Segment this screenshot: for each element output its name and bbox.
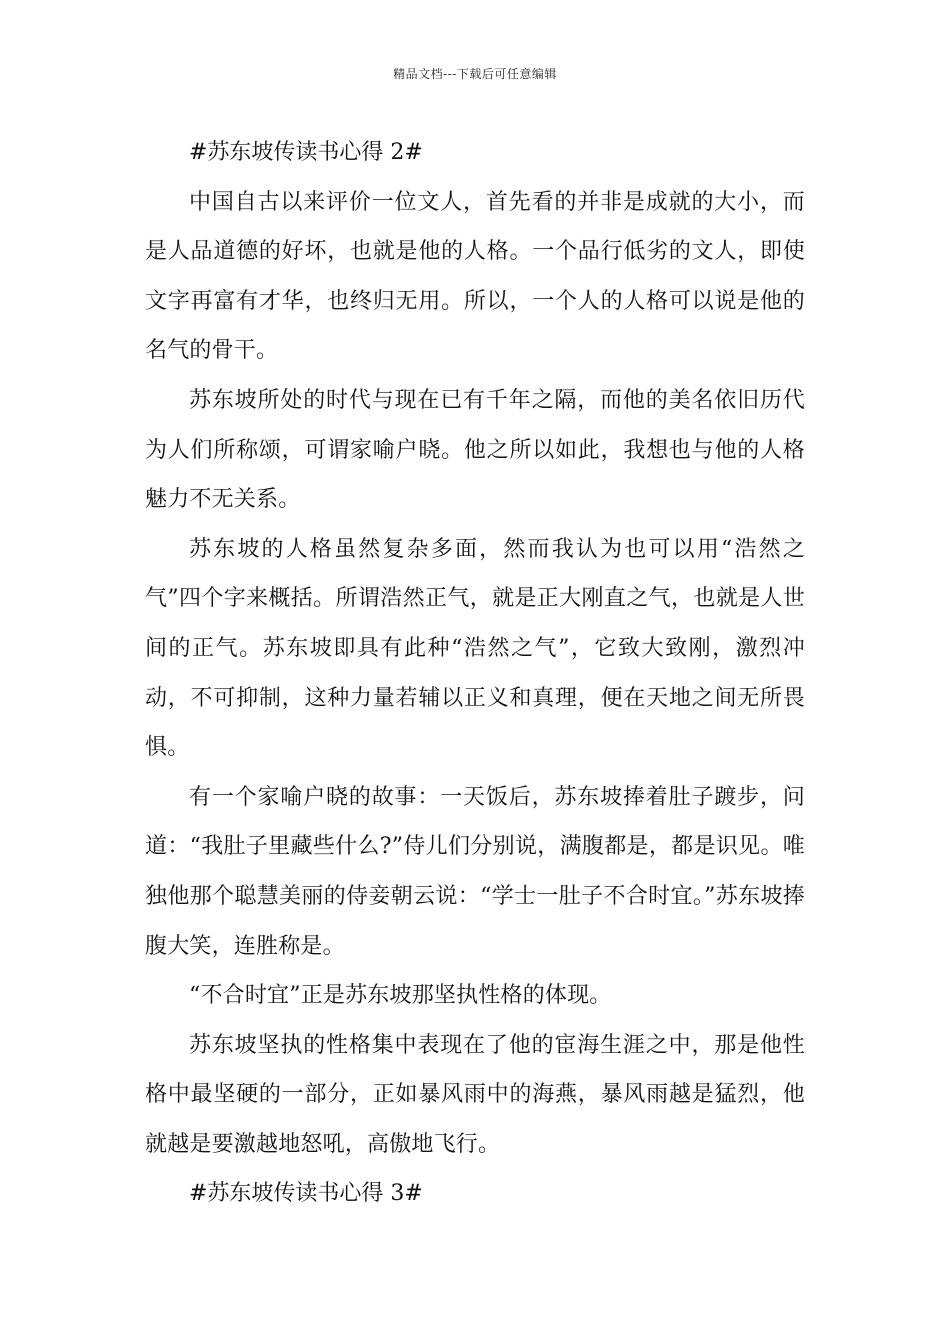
paragraph: 有一个家喻户晓的故事：一天饭后，苏东坡捧着肚子踱步，问道：“我肚子里藏些什么?”侍儿们分别说，满腹都是，都是识见。唯独他那个聪慧美丽的侍妾朝云说：“学士一肚子不合时宜。”苏东坡捧腹大笑，连胜称是。 <box>145 784 805 959</box>
section-heading: #苏东坡传读书心得 2# <box>189 140 423 165</box>
paragraph: 苏东坡所处的时代与现在已有千年之隔，而他的美名依旧历代为人们所称颂，可谓家喻户晓。他之所以如此，我想也与他的人格魅力不无关系。 <box>145 387 805 513</box>
document-body <box>145 128 805 1219</box>
section-heading: #苏东坡传读书心得 3# <box>189 1181 423 1207</box>
page-header: 精品文档---下载后可任意编辑 <box>393 67 557 81</box>
paragraph: 苏东坡坚执的性格集中表现在了他的宦海生涯之中，那是他性格中最坚硬的一部分，正如暴风雨中的海燕，暴风雨越是猛烈，他就越是要激越地怒吼，高傲地飞行。 <box>145 1032 805 1157</box>
paragraph: 苏东坡的人格虽然复杂多面，然而我认为也可以用“浩然之气”四个字来概括。所谓浩然正气，就是正大刚直之气，也就是人世间的正气。苏东坡即具有此种“浩然之气”，它致大致刚，激烈冲动，不可抑制，这种力量若辅以正义和真理，便在天地之间无所畏惧。 <box>145 536 805 761</box>
paragraph: “不合时宜”正是苏东坡那坚执性格的体现。 <box>189 983 612 1009</box>
paragraph: 中国自古以来评价一位文人，首先看的并非是成就的大小，而是人品道德的好坏，也就是他的人格。一个品行低劣的文人，即使文字再富有才华，也终归无用。所以，一个人的人格可以说是他的名气的骨干。 <box>145 189 805 364</box>
